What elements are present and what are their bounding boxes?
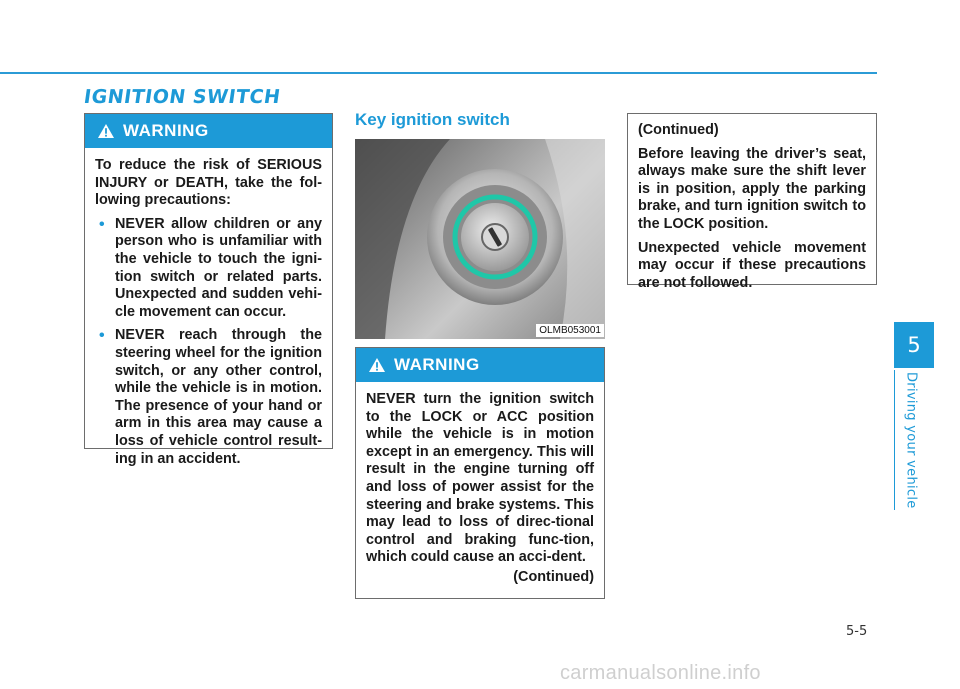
chapter-tab-line bbox=[894, 370, 895, 510]
warning-bullet-list bbox=[95, 216, 322, 468]
warning-triangle-icon bbox=[368, 357, 386, 373]
continued-heading: (Continued) bbox=[638, 122, 719, 138]
warning-bullet: • NEVER allow children or any person who is unfamiliar with the vehicle to touch the igni-tion switch or related parts. Unexpected and sudden vehi-cle movement can occur. bbox=[95, 216, 322, 322]
continued-label: (Continued) bbox=[513, 568, 594, 585]
warning-title: WARNING bbox=[123, 121, 209, 140]
warning-body bbox=[356, 382, 604, 597]
section-title: IGNITION SWITCH bbox=[82, 86, 282, 108]
warning-header bbox=[356, 348, 604, 382]
chapter-tab: 5 bbox=[894, 322, 934, 368]
warning-header bbox=[85, 114, 332, 148]
warning-bullet: • NEVER reach through the steering wheel for the ignition switch, or any other control, while the vehicle is in motion. The presence of your hand or arm in this area may cause a loss of vehicle control result-ing in an accident. bbox=[95, 327, 322, 468]
warning-triangle-icon bbox=[97, 123, 115, 139]
chapter-label: Driving your vehicle bbox=[903, 371, 919, 509]
continued-box bbox=[627, 113, 877, 291]
image-code: OLMB053001 bbox=[536, 324, 604, 337]
warning-title: WARNING bbox=[394, 355, 480, 374]
watermark: carmanualsonline.info bbox=[560, 662, 761, 684]
ignition-illustration bbox=[355, 139, 605, 339]
warning-body bbox=[85, 148, 332, 484]
continued-body bbox=[628, 114, 876, 302]
warning-box-middle bbox=[355, 347, 605, 599]
continued-paragraph: Unexpected vehicle movement may occur if these precautions are not followed. bbox=[638, 239, 866, 291]
continued-paragraph: Before leaving the driver’s seat, always make sure the shift lever is in position, apply the parking brake, and turn ignition switch to the LOCK position. bbox=[638, 145, 866, 232]
top-rule bbox=[0, 72, 877, 74]
warning-text: NEVER turn the ignition switch to the LOCK or ACC position while the vehicle is in motion except in an emergency. This will result in the engine turning off and loss of power assist for the steering and brake systems. This may lead to loss of direc-tional control and braking func-tion, which could cause an acci-dent. bbox=[366, 391, 594, 566]
warning-box-left bbox=[84, 113, 333, 467]
ignition-photo bbox=[355, 139, 605, 339]
warning-intro: To reduce the risk of SERIOUS INJURY or DEATH, take the fol-lowing precautions: bbox=[95, 157, 322, 209]
key-ignition-heading: Key ignition switch bbox=[355, 110, 510, 129]
page-number: 5-5 bbox=[846, 624, 868, 639]
